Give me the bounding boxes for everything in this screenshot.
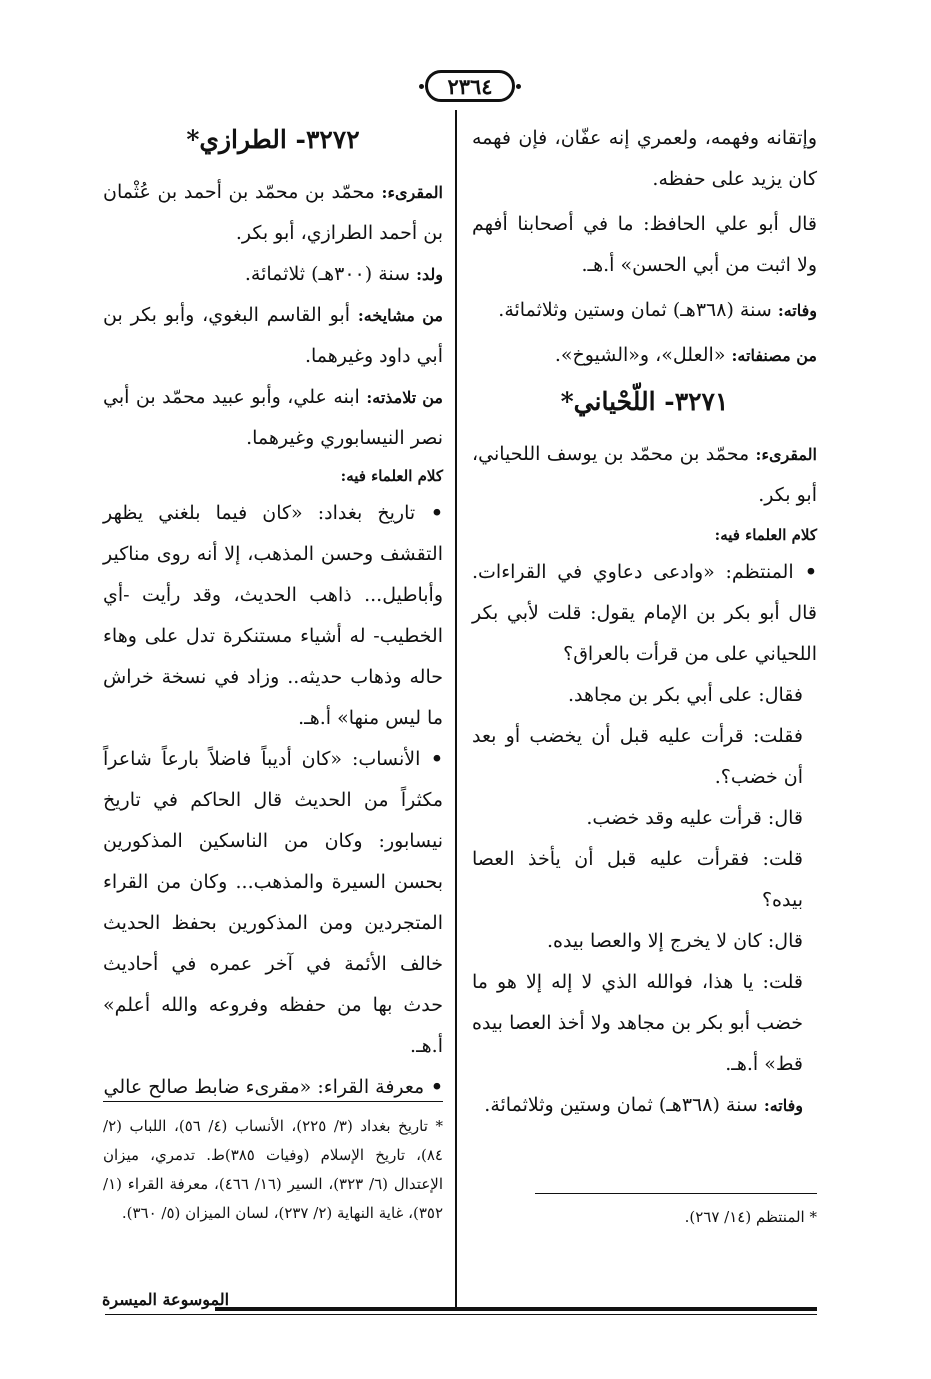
footer-rule xyxy=(215,1307,817,1311)
column-divider xyxy=(455,110,457,1310)
ornament-dot xyxy=(419,84,424,89)
death-label: وفاته: xyxy=(763,1096,803,1115)
scholars-subheading: كلام العلماء فيه: xyxy=(714,526,817,544)
teachers-line xyxy=(103,295,443,377)
teachers-text: أبو القاسم البغوي، وأبو بكر بن أبي داود وغيرهما. xyxy=(103,304,443,367)
entry-heading: ٣٢٧٢- الطرازي* xyxy=(186,125,360,154)
death-text: سنة (٣٦٨هـ) ثمان وستين وثلاثمائة. xyxy=(498,299,772,321)
reciter-label: المقرىء: xyxy=(755,445,817,464)
paragraph: فقلت: قرأت عليه قبل أن يخضب أو بعد أن خضب؟. xyxy=(472,725,803,788)
students-text: ابنه علي، وأبو عبيد محمّد بن أبي نصر النيسابوري وغيرهما. xyxy=(103,386,443,449)
paragraph: • تاريخ بغداد: «كان فيما بلغني يظهر التقشف وحسن المذهب، إلا أنه روى مناكير وأباطيل... ذاهب الحديث، وقد رأيت -أي الخطيب- له أشياء مستنكرة تدل على وهاء حاله وذهاب حديثه.. وزاد في نسخة خراش ما ليس منها» أ.هـ. xyxy=(103,493,443,739)
entry-heading: ٣٢٧١- اللّحْياني* xyxy=(560,387,729,416)
right-column xyxy=(472,118,817,1126)
reciter-line xyxy=(472,434,817,516)
works-text: «العلل»، و«الشيوخ». xyxy=(554,344,726,366)
paragraph: فقال: على أبي بكر بن مجاهد. xyxy=(567,684,803,706)
death-line xyxy=(472,290,817,331)
paragraph: • الأنساب: «كان أديباً فاضلاً بارعاً شاعراً مكثراً من الحديث قال الحاكم في تاريخ نيسابور: وكان من الناسكين المذكورين بحسن السيرة والمذهب... وكان من القراء المتجردين ومن المذكورين بحفظ الحديث خالف الأئمة في آخر عمره في أحاديث حدث بها من حفظه وفروعه والله أعلم» أ.هـ. xyxy=(103,739,443,1067)
reciter-label: المقرىء: xyxy=(381,183,443,202)
paragraph: قلت: فقرأت عليه قبل أن يأخذ العصا بيده؟ xyxy=(472,848,803,911)
students-line xyxy=(103,377,443,459)
page-number-text: ٢٣٦٤ xyxy=(447,73,493,99)
page-number xyxy=(425,70,515,102)
footer-rule xyxy=(105,1314,817,1315)
footnote: * تاريخ بغداد (٣/ ٢٢٥)، الأنساب (٤/ ٥٦)، اللباب (٢/ ٨٤)، تاريخ الإسلام (وفيات ٣٨٥)ط. تدمري، ميزان الإعتدال (٦/ ٣٢٣)، السير (١٦/ ٤٦٦)، معرفة القراء (١/ ٣٥٢)، غاية النهاية (٢/ ٢٣٧)، لسان الميزان (٥/ ٣٦٠). xyxy=(103,1117,443,1222)
born-text: سنة (٣٠٠هـ) ثلاثمائة. xyxy=(244,263,411,285)
reciter-text: محمّد بن محمّد بن أحمد بن عُثْمان بن أحمد الطرازي، أبو بكر. xyxy=(103,181,443,244)
born-label: ولد: xyxy=(416,265,443,284)
death-text: سنة (٣٦٨هـ) ثمان وستين وثلاثمائة. xyxy=(484,1094,758,1116)
scholars-subheading: كلام العلماء فيه: xyxy=(340,467,443,485)
reciter-line xyxy=(103,172,443,254)
death-line xyxy=(472,1085,817,1126)
intro-paragraph: وإتقانه وفهمه، ولعمري إنه عفّان، فإن فهمه كان يزيد على حفظه. xyxy=(472,127,817,190)
students-label: من تلامذته: xyxy=(366,388,443,407)
paragraph: قال: قرأت عليه وقد خضب. xyxy=(586,807,803,829)
paragraph: قلت: يا هذا، فوالله الذي لا إله إلا هو ما خضب أبو بكر بن مجاهد ولا أخذ العصا بيده قط» أ.هـ. xyxy=(472,971,803,1075)
paragraph: • المنتظم: «وادعى دعاوي في القراءات. قال أبو بكر بن الإمام يقول: قلت لأبي بكر اللحياني على من قرأت بالعراق؟ xyxy=(472,552,817,675)
footer-title: الموسوعة الميسرة xyxy=(102,1290,230,1309)
reciter-text: محمّد بن محمّد بن يوسف اللحياني، أبو بكر. xyxy=(472,443,817,506)
teachers-label: من مشايخه: xyxy=(357,306,443,325)
works-line xyxy=(472,335,817,376)
works-label: من مصنفاته: xyxy=(731,346,817,365)
death-label: وفاته: xyxy=(777,301,817,320)
paragraph: قال: كان لا يخرج إلا والعصا بيده. xyxy=(546,930,803,952)
left-column xyxy=(103,118,443,1108)
born-line xyxy=(103,254,443,295)
ornament-dot xyxy=(516,84,521,89)
quote-paragraph: قال أبو علي الحافظ: ما في أصحابنا أفهم ولا اثبت من أبي الحسن» أ.هـ. xyxy=(472,213,817,276)
footnote-rule xyxy=(535,1193,817,1194)
footnote: * المنتظم (١٤/ ٢٦٧). xyxy=(684,1208,817,1226)
paragraph: • معرفة القراء: «مقرىء ضابط صالح عالي xyxy=(103,1067,443,1108)
footnote-rule xyxy=(103,1101,443,1102)
